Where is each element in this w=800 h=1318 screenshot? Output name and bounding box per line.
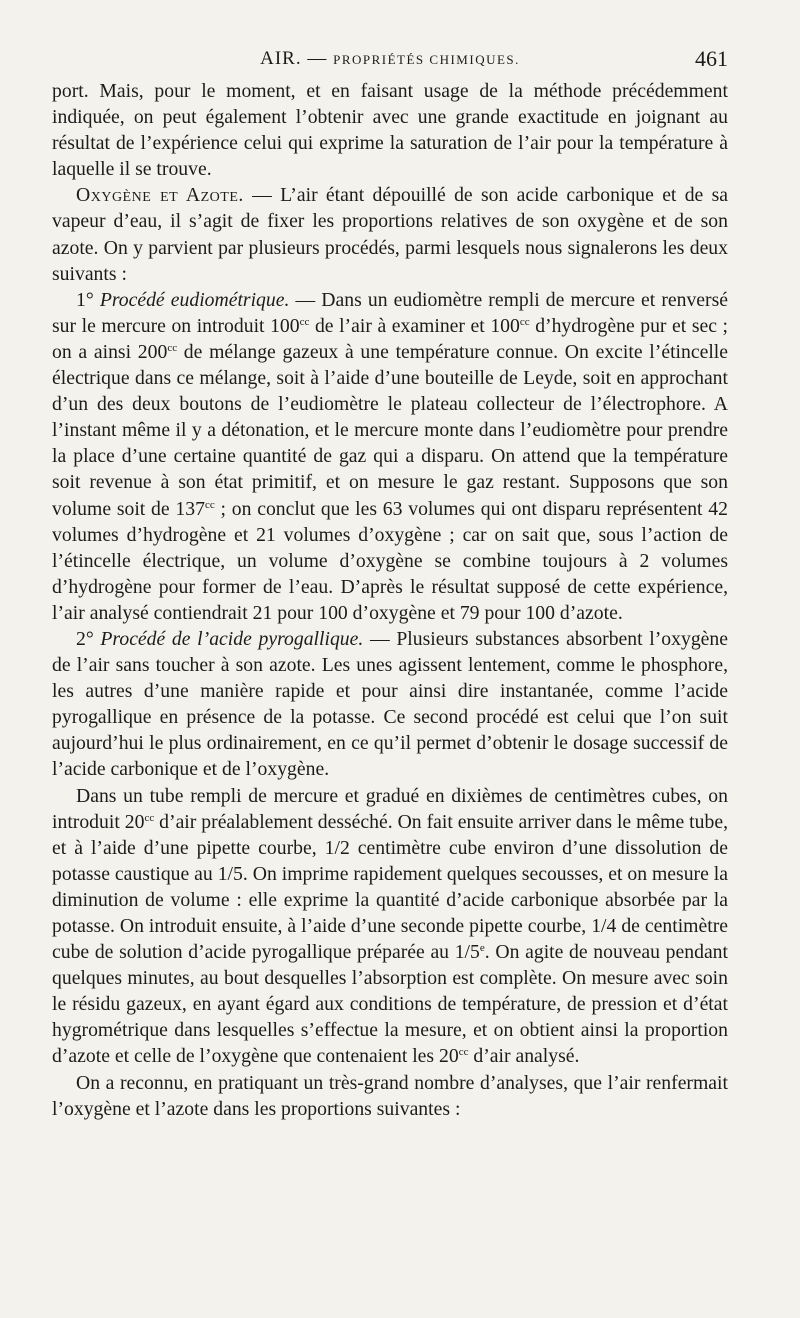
paragraph-continuation (52, 78, 728, 182)
method-2-title: Procédé de l’acide pyrogallique. (100, 627, 364, 650)
paragraph-conclusion (52, 1070, 728, 1122)
eudiometric-text-1: — Dans un eudiomètre rempli de mercure et renversé sur le mercure on introduit 100 (52, 288, 728, 337)
eudiometric-text-3: d’hydrogène pur et sec ; on a ainsi 200 (52, 314, 728, 363)
tube-text-1: Dans un tube rempli de mercure et gradué en dixièmes de centimètres cubes, on introduit 20 (52, 784, 728, 833)
unit-cc-3: cc (167, 341, 178, 354)
tube-text-3: . On agite de nouveau pendant quelques minutes, au bout desquelles l’absorption est complète. On mesure avec soin le résidu gazeux, en ayant égard aux conditions de température, de pression et d’état hygrométrique dans lesquelles s’effectue la mesure, et on obtient ainsi la proportion d’azote et celle de l’oxygène que contenaient les 20 (52, 941, 728, 1068)
running-title (52, 48, 728, 70)
method-1-number: 1° (76, 288, 94, 311)
unit-cc-5: cc (144, 811, 155, 824)
paragraph-pyrogallic-method (52, 626, 728, 783)
eudiometric-text-2: de l’air à examiner et 100 (309, 314, 520, 337)
method-2-number: 2° (76, 627, 94, 650)
unit-cc-1: cc (299, 315, 310, 328)
page-body (52, 78, 728, 1122)
eudiometric-text-5: ; on conclut que les 63 volumes qui ont disparu représentent 42 volumes d’hydrogène et 21 volumes d’oxygène ; car on sait que, sous l’action de l’étincelle électrique, un volume d’oxygène se combine toujours à 2 volumes d’hydrogène pour former de l’eau. D’après le résultat supposé de cette expérience, l’air analysé contiendrait 21 pour 100 d’oxygène et 79 pour 100 d’azote. (52, 497, 728, 624)
paragraph-continuation-text: port. Mais, pour le moment, et en faisant usage de la méthode précédemment indiquée, on peut également l’obtenir avec une grande exactitude en joignant au résultat de l’expérience celui qui exprime la saturation de l’air pour la température à laquelle il se trouve. (52, 80, 728, 181)
unit-cc-4: cc (204, 498, 215, 511)
paragraph-eudiometric-method (52, 287, 728, 626)
conclusion-text: On a reconnu, en pratiquant un très-grand nombre d’analyses, que l’air renfermait l’oxygène et l’azote dans les proportions suivantes : (52, 1071, 728, 1120)
paragraph-oxygen-nitrogen (52, 182, 728, 286)
unit-cc-6: cc (458, 1046, 469, 1059)
tube-text-2: d’air préalablement desséché. On fait ensuite arriver dans le même tube, et à l’aide d’une pipette courbe, 1/2 centimètre cube environ d’une dissolution de potasse caustique au 1/5. On imprime rapidement quelques secousses, et on mesure la diminution de volume : elle exprime la quantité d’acide carbonique absorbée par la potasse. On introduit ensuite, à l’aide d’une seconde pipette courbe, 1/4 de centimètre cube de solution d’acide pyrogallique préparée au 1/5 (52, 810, 728, 964)
paragraph-oxygen-nitrogen-text: — L’air étant dépouillé de son acide carbonique et de sa vapeur d’eau, il s’agit de fixer les proportions relatives de son oxygène et de son azote. On y parvient par plusieurs procédés, parmi lesquels nous signalerons les deux suivants : (52, 184, 728, 285)
unit-cc-2: cc (519, 315, 530, 328)
paragraph-tube-procedure (52, 783, 728, 1070)
running-header (52, 40, 728, 80)
pyrogallic-text: — Plusieurs substances absorbent l’oxygène de l’air sans toucher à son azote. Les unes agissent lentement, comme le phosphore, les autres d’une manière rapide et pour ainsi dire instantanée, comme l’acide pyrogallique en présence de la potasse. Ce second procédé est celui que l’on suit aujourd’hui le plus ordinairement, en ce qu’il permet d’obtenir le dosage successif de l’acide carbonique et de l’oxygène. (52, 627, 729, 781)
section-heading-oxygen-nitrogen: Oxygène et Azote. (76, 184, 244, 207)
running-title-air: AIR. (260, 48, 302, 69)
method-1-title: Procédé eudiométrique. (99, 288, 290, 311)
eudiometric-text-4: de mélange gazeux à une température connue. On excite l’étincelle électrique dans ce mélange, soit à l’aide d’une bouteille de Leyde, soit en approchant d’un des deux boutons de l’eudiomètre le plateau collecteur de l’électrophore. A l’instant même il y a détonation, et le mercure monte dans l’eudiomètre pour prendre la place d’une certaine quantité de gaz qui a disparu. On attend que la température soit revenue à son état primitif, et on mesure le gaz restant. Supposons que son volume soit de 137 (52, 340, 729, 520)
tube-text-4: d’air analysé. (468, 1045, 580, 1068)
running-title-separator: — (307, 48, 328, 69)
page-number: 461 (695, 46, 728, 71)
running-title-subject: PROPRIÉTÉS CHIMIQUES. (333, 52, 520, 67)
ordinal-e: e (479, 942, 485, 955)
